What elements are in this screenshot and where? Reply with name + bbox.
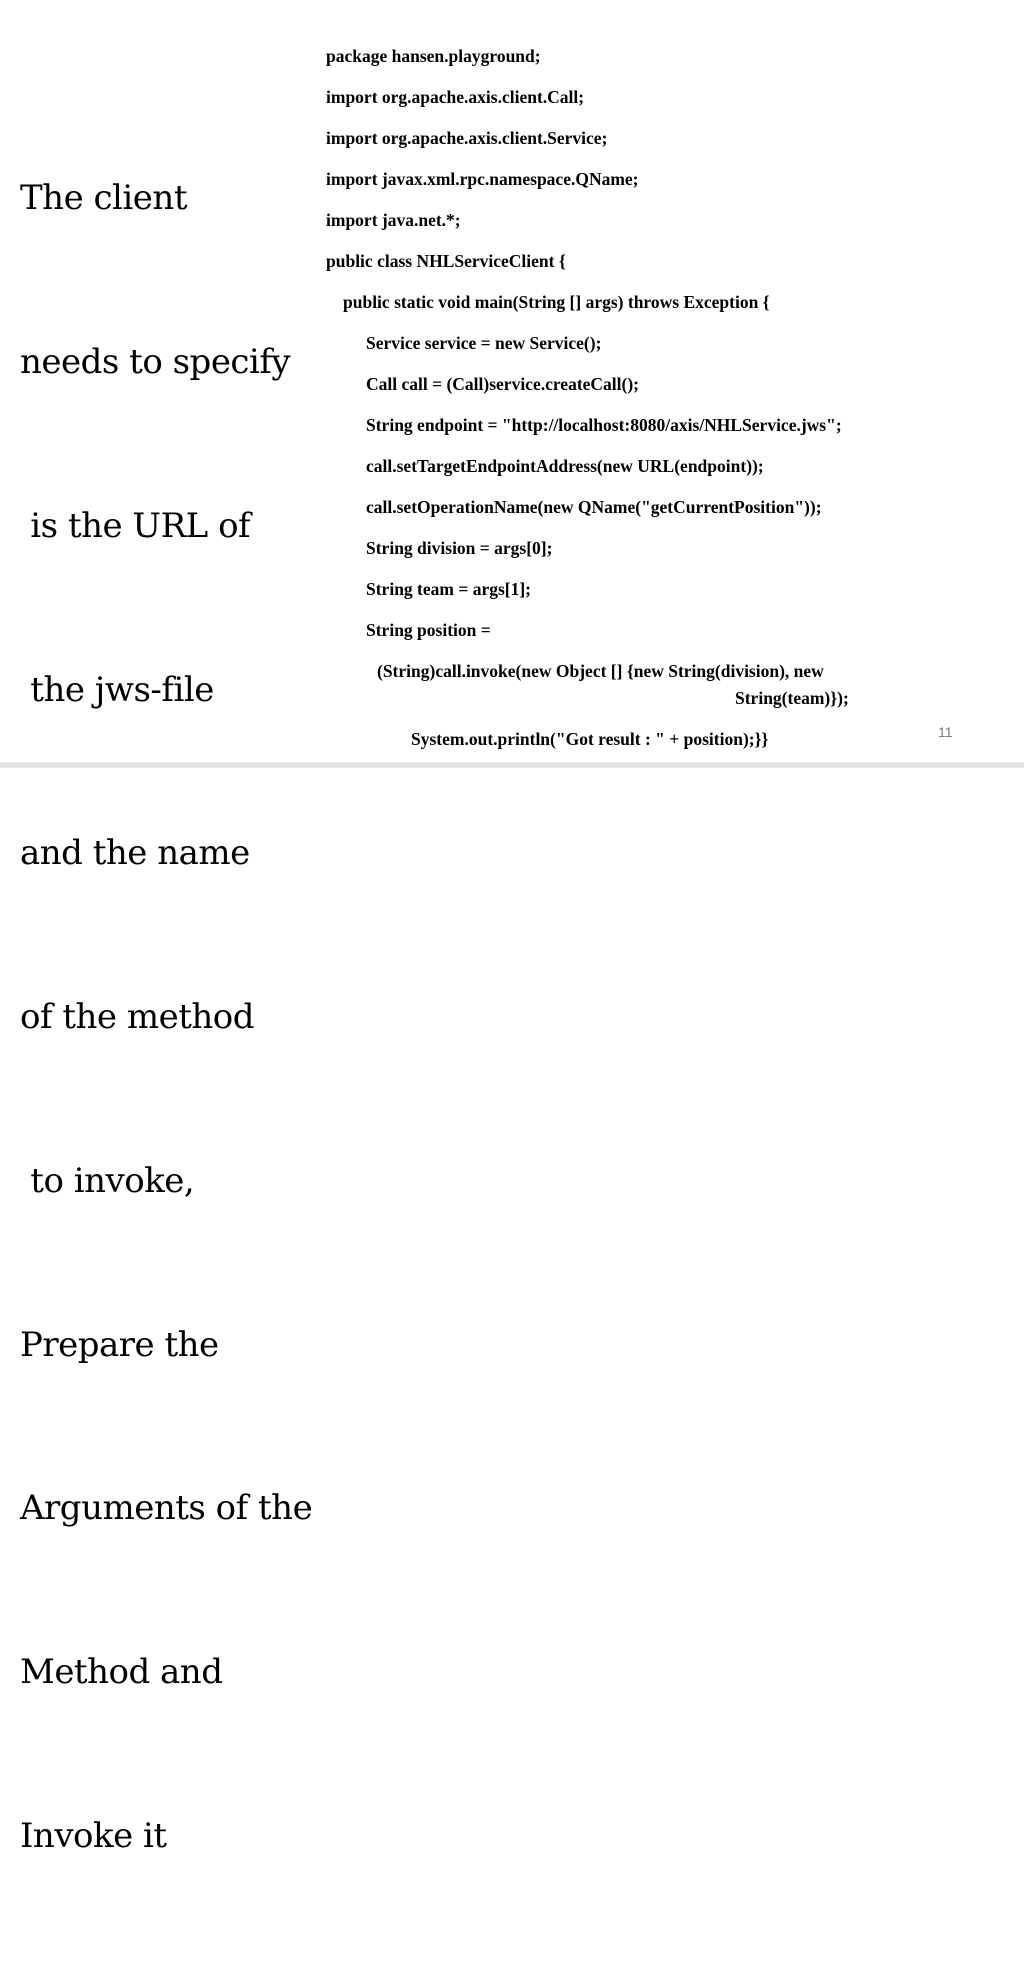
description-line: Arguments of the — [20, 1488, 313, 1529]
description-line: and the name — [20, 833, 250, 874]
code-block — [0, 0, 1024, 768]
code-line-statement: System.out.println("Got result : " + position);}} — [411, 729, 769, 749]
description-line: The client — [20, 178, 187, 219]
code-line-continuation: (String)call.invoke(new Object [] {new String(division), new — [377, 661, 824, 681]
code-line-statement: String endpoint = "http://localhost:8080/axis/NHLService.jws"; — [366, 415, 842, 435]
code-line-statement: Call call = (Call)service.createCall(); — [366, 374, 640, 394]
code-line-import: import org.apache.axis.client.Service; — [326, 128, 608, 148]
description-line: the jws-file — [20, 669, 214, 710]
description-line: Method and — [20, 1652, 223, 1693]
bottom-band — [0, 762, 1024, 768]
page-number: 11 — [938, 724, 953, 740]
code-line-package: package hansen.playground; — [326, 46, 541, 66]
code-line-class-declaration: public class NHLServiceClient { — [326, 251, 566, 271]
code-line-import: import org.apache.axis.client.Call; — [326, 87, 585, 107]
code-line-continuation: String(team)}); — [735, 688, 849, 708]
description-line: is the URL of — [20, 505, 251, 546]
description-line: to invoke, — [20, 1160, 195, 1201]
code-line-statement: String division = args[0]; — [366, 538, 553, 558]
code-line-statement: call.setTargetEndpointAddress(new URL(endpoint)); — [366, 456, 764, 476]
code-line-statement: Service service = new Service(); — [366, 333, 602, 353]
code-line-statement: call.setOperationName(new QName("getCurrentPosition")); — [366, 497, 822, 517]
code-line-method-declaration: public static void main(String [] args) throws Exception { — [343, 292, 770, 312]
code-line-import: import java.net.*; — [326, 210, 461, 230]
description-line: of the method — [20, 997, 255, 1038]
code-line-import: import javax.xml.rpc.namespace.QName; — [326, 169, 639, 189]
description-line: Prepare the — [20, 1324, 219, 1365]
code-line-statement: String team = args[1]; — [366, 579, 532, 599]
description-line: Invoke it — [20, 1816, 167, 1856]
description-line: needs to specify — [20, 341, 291, 382]
code-line-statement: String position = — [366, 620, 491, 640]
